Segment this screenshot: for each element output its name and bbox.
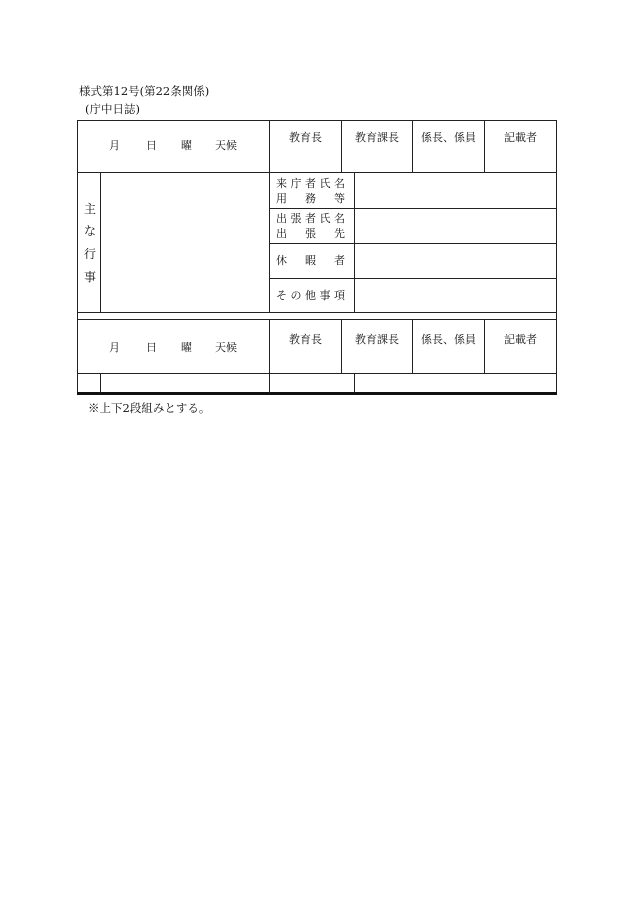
form-number: 様式第12号(第22条関係) <box>79 84 210 98</box>
bottom-row-divider <box>77 373 557 374</box>
top-approver-divider-2 <box>412 120 413 173</box>
bottom-weekday-label: 曜 <box>181 341 192 354</box>
visitor-purpose-label: 用 務 等 <box>276 192 349 205</box>
events-row-line-1 <box>269 208 557 209</box>
bottom-weather-label: 天候 <box>215 341 237 354</box>
bottom-approver-divider-1 <box>341 319 342 374</box>
top-date-divider <box>269 120 270 173</box>
top-row-divider <box>77 172 557 173</box>
on-leave-label: 休 暇 者 <box>276 254 349 267</box>
top-approver-superintendent: 教育長 <box>289 131 322 144</box>
bottom-month-label: 月 <box>109 341 120 354</box>
footnote: ※上下2段組みとする。 <box>88 401 211 415</box>
bottom-approver-recorder: 記載者 <box>504 333 537 346</box>
bottom-approver-section-chief: 教育課長 <box>355 333 399 346</box>
bottom-date-divider <box>269 319 270 374</box>
visitor-name-label: 来庁者氏名 <box>276 177 349 190</box>
events-label-char-2: な <box>84 224 97 238</box>
events-label-char-3: 行 <box>84 247 97 261</box>
events-label-char-1: 主 <box>84 202 97 216</box>
top-approver-recorder: 記載者 <box>504 131 537 144</box>
events-row-line-3 <box>269 278 557 279</box>
top-weather-label: 天候 <box>215 139 237 152</box>
bottom-approver-divider-2 <box>412 319 413 374</box>
other-matters-label: その他事項 <box>276 289 349 302</box>
bottom-events-value-divider <box>354 373 355 393</box>
bottom-approver-divider-3 <box>484 319 485 374</box>
bottom-day-label: 日 <box>146 341 157 354</box>
travel-destination-label: 出 張 先 <box>276 227 349 240</box>
bottom-approver-superintendent: 教育長 <box>289 333 322 346</box>
bottom-events-body-divider <box>269 373 270 393</box>
top-approver-divider-3 <box>484 120 485 173</box>
events-label-char-4: 事 <box>84 270 97 284</box>
top-month-label: 月 <box>109 139 120 152</box>
outer-top-border <box>77 120 557 121</box>
bottom-approver-staff: 係長、係員 <box>421 333 476 346</box>
bottom-events-label-divider <box>100 373 101 393</box>
top-weekday-label: 曜 <box>181 139 192 152</box>
form-subtitle: (庁中日誌) <box>85 102 140 116</box>
outer-right-border <box>556 120 557 395</box>
outer-bottom-border <box>77 392 557 395</box>
top-day-label: 日 <box>146 139 157 152</box>
events-label-divider <box>100 172 101 313</box>
events-row-line-2 <box>269 243 557 244</box>
top-approver-section-chief: 教育課長 <box>355 131 399 144</box>
top-approver-staff: 係長、係員 <box>421 131 476 144</box>
events-bottom-line <box>77 312 557 313</box>
section-separator <box>77 319 557 320</box>
top-approver-divider-1 <box>341 120 342 173</box>
outer-left-border <box>77 120 78 395</box>
traveler-name-label: 出張者氏名 <box>276 212 349 225</box>
